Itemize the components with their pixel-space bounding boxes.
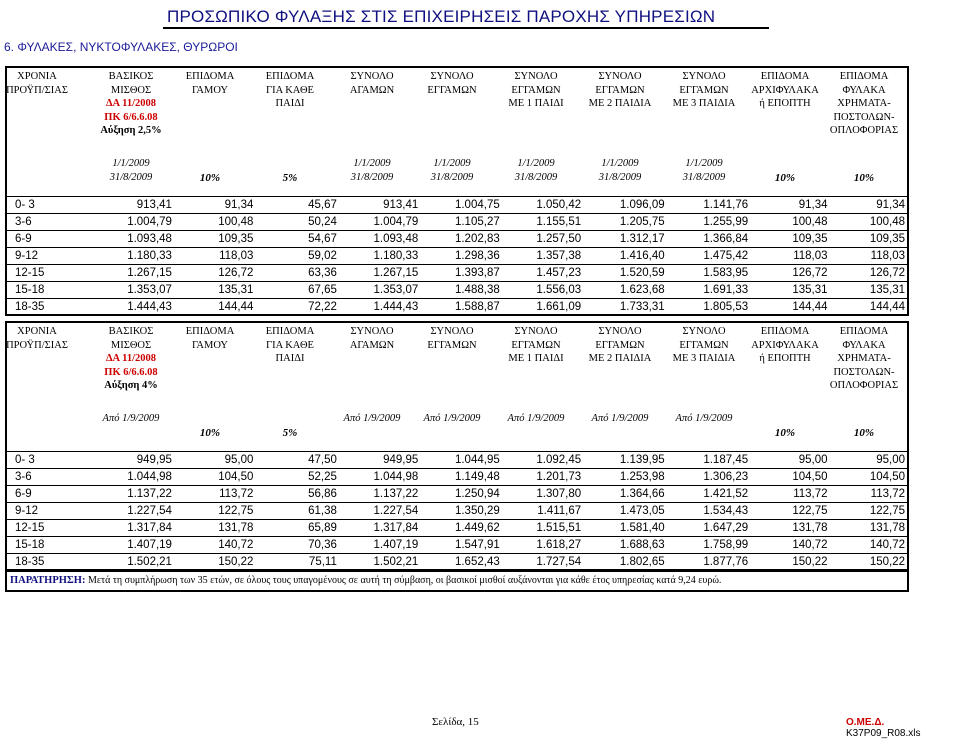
value-cell: 1.187,45 (667, 452, 750, 469)
date-from-2-children: 1/1/2009 (601, 158, 639, 169)
value-cell: 118,03 (174, 248, 255, 265)
value-cell: 104,50 (750, 469, 829, 486)
value-cell: 140,72 (174, 537, 255, 554)
value-cell: 65,89 (255, 520, 338, 537)
value-cell: 1.350,29 (420, 503, 501, 520)
doc-code-file: K37P09_R08.xls (846, 728, 921, 739)
value-cell: 109,35 (174, 231, 255, 248)
value-cell: 1.502,21 (66, 554, 174, 571)
age-range-cell: 9-12 (7, 503, 66, 520)
value-cell: 1.444,43 (66, 299, 174, 316)
value-cell: 1.044,95 (420, 452, 501, 469)
age-range-cell: 9-12 (7, 248, 66, 265)
value-cell: 1.312,17 (583, 231, 666, 248)
col-header-total-single: ΣΥΝΟΛΟ ΑΓΑΜΩΝ (349, 326, 395, 351)
value-cell: 1.149,48 (420, 469, 501, 486)
value-cell: 1.727,54 (502, 554, 583, 571)
value-cell: 135,31 (174, 282, 255, 299)
value-cell: 61,38 (255, 503, 338, 520)
value-cell: 1.647,29 (667, 520, 750, 537)
age-range-cell: 3-6 (7, 214, 66, 231)
value-cell: 1.267,15 (339, 265, 420, 282)
value-cell: 50,24 (255, 214, 338, 231)
col-header-total-2-children: ΣΥΝΟΛΟ ΕΓΓΑΜΩΝ ΜΕ 2 ΠΑΙΔΙΑ (588, 326, 652, 364)
col-header-total-1-child: ΣΥΝΟΛΟ ΕΓΓΑΜΩΝ ΜΕ 1 ΠΑΙΔΙ (508, 326, 564, 364)
value-cell: 1.661,09 (502, 299, 583, 316)
age-range-cell: 0- 3 (7, 452, 66, 469)
value-cell: 100,48 (174, 214, 255, 231)
value-cell: 126,72 (830, 265, 907, 282)
table-row (7, 214, 907, 231)
value-cell: 131,78 (750, 520, 829, 537)
value-cell: 95,00 (830, 452, 907, 469)
col-header-total-married: ΣΥΝΟΛΟ ΕΓΓΑΜΩΝ (427, 326, 477, 351)
value-cell: 1.877,76 (667, 554, 750, 571)
value-cell: 1.623,68 (583, 282, 666, 299)
value-cell: 150,22 (830, 554, 907, 571)
note-label: ΠΑΡΑΤΗΡΗΣΗ: (10, 575, 86, 586)
value-cell: 144,44 (830, 299, 907, 316)
col-header-supervisor-allowance: ΕΠΙΔΟΜΑ ΑΡΧΙΦΥΛΑΚΑ ή ΕΠΟΠΤΗ (751, 71, 819, 109)
value-cell: 1.255,99 (667, 214, 750, 231)
value-cell: 1.205,75 (583, 214, 666, 231)
table-row (7, 265, 907, 282)
date-from-1-child: Από 1/9/2009 (507, 413, 565, 424)
value-cell: 1.298,36 (420, 248, 501, 265)
col-header-year: ΧΡΟΝΙΑ ΠΡΟΫΠ/ΣΙΑΣ (6, 71, 68, 96)
value-cell: 1.652,43 (420, 554, 501, 571)
date-from-1-child: 1/1/2009 (517, 158, 555, 169)
table-row (7, 282, 907, 299)
value-cell: 1.317,84 (339, 520, 420, 537)
age-range-cell: 18-35 (7, 299, 66, 316)
value-cell: 1.547,91 (420, 537, 501, 554)
pct-child: 5% (282, 172, 298, 184)
value-cell: 104,50 (830, 469, 907, 486)
value-cell: 1.137,22 (66, 486, 174, 503)
value-cell: 75,11 (255, 554, 338, 571)
table-row (7, 197, 907, 214)
col-header-total-2-children: ΣΥΝΟΛΟ ΕΓΓΑΜΩΝ ΜΕ 2 ΠΑΙΔΙΑ (588, 71, 652, 109)
date-to-single: 31/8/2009 (350, 172, 394, 183)
col-header-marriage-allowance: ΕΠΙΔΟΜΑ ΓΑΜΟΥ (185, 326, 235, 351)
value-cell: 135,31 (830, 282, 907, 299)
value-cell: 72,22 (255, 299, 338, 316)
value-cell: 1.306,23 (667, 469, 750, 486)
age-range-cell: 6-9 (7, 486, 66, 503)
value-cell: 150,22 (174, 554, 255, 571)
value-cell: 150,22 (750, 554, 829, 571)
value-cell: 1.457,23 (502, 265, 583, 282)
table-row (7, 486, 907, 503)
value-cell: 100,48 (830, 214, 907, 231)
section-title: 6. ΦΥΛΑΚΕΣ, ΝΥΚΤΟΦΥΛΑΚΕΣ, ΘΥΡΩΡΟΙ (4, 40, 238, 54)
age-range-cell: 12-15 (7, 520, 66, 537)
value-cell: 1.250,94 (420, 486, 501, 503)
value-cell: 1.253,98 (583, 469, 666, 486)
value-cell: 109,35 (830, 231, 907, 248)
value-cell: 1.515,51 (502, 520, 583, 537)
pct-child: 5% (282, 427, 298, 439)
value-cell: 54,67 (255, 231, 338, 248)
salary-table-2 (5, 321, 909, 571)
table-row (7, 520, 907, 537)
value-cell: 135,31 (750, 282, 829, 299)
value-cell: 1.267,15 (66, 265, 174, 282)
data-table-1 (7, 196, 907, 315)
value-cell: 1.357,38 (502, 248, 583, 265)
value-cell: 1.733,31 (583, 299, 666, 316)
title-underline (163, 27, 769, 29)
value-cell: 140,72 (750, 537, 829, 554)
value-cell: 1.421,52 (667, 486, 750, 503)
value-cell: 1.093,48 (66, 231, 174, 248)
value-cell: 1.581,40 (583, 520, 666, 537)
value-cell: 131,78 (830, 520, 907, 537)
pct-guard: 10% (853, 427, 875, 439)
pct-marriage: 10% (199, 427, 221, 439)
value-cell: 1.180,33 (339, 248, 420, 265)
value-cell: 1.141,76 (667, 197, 750, 214)
value-cell: 1.092,45 (502, 452, 583, 469)
value-cell: 1.050,42 (502, 197, 583, 214)
table-row (7, 469, 907, 486)
value-cell: 113,72 (750, 486, 829, 503)
col-header-total-single: ΣΥΝΟΛΟ ΑΓΑΜΩΝ (349, 71, 395, 96)
value-cell: 1.139,95 (583, 452, 666, 469)
pct-supervisor: 10% (774, 427, 796, 439)
value-cell: 1.411,67 (502, 503, 583, 520)
date-from-3-children: Από 1/9/2009 (675, 413, 733, 424)
date-from-basic: 1/1/2009 (112, 158, 150, 169)
value-cell: 1.227,54 (339, 503, 420, 520)
pct-supervisor: 10% (774, 172, 796, 184)
col-header-total-married: ΣΥΝΟΛΟ ΕΓΓΑΜΩΝ (427, 71, 477, 96)
date-from-married: 1/1/2009 (433, 158, 471, 169)
value-cell: 1.093,48 (339, 231, 420, 248)
value-cell: 1.449,62 (420, 520, 501, 537)
table-row (7, 554, 907, 571)
value-cell: 1.805,53 (667, 299, 750, 316)
value-cell: 95,00 (174, 452, 255, 469)
age-range-cell: 18-35 (7, 554, 66, 571)
age-range-cell: 15-18 (7, 537, 66, 554)
date-from-2-children: Από 1/9/2009 (591, 413, 649, 424)
value-cell: 126,72 (750, 265, 829, 282)
date-from-single: Από 1/9/2009 (343, 413, 401, 424)
value-cell: 1.444,43 (339, 299, 420, 316)
value-cell: 131,78 (174, 520, 255, 537)
value-cell: 1.502,21 (339, 554, 420, 571)
value-cell: 1.475,42 (667, 248, 750, 265)
value-cell: 59,02 (255, 248, 338, 265)
value-cell: 91,34 (830, 197, 907, 214)
value-cell: 1.416,40 (583, 248, 666, 265)
value-cell: 144,44 (750, 299, 829, 316)
value-cell: 1.044,98 (66, 469, 174, 486)
value-cell: 1.257,50 (502, 231, 583, 248)
table-row (7, 452, 907, 469)
note-box (5, 570, 909, 592)
col-header-guard-allowance: ΕΠΙΔΟΜΑ ΦΥΛΑΚΑ ΧΡΗΜΑΤΑ- ΠΟΣΤΟΛΩΝ- ΟΠΛΟΦΟΡΙΑΣ (829, 326, 899, 391)
value-cell: 118,03 (750, 248, 829, 265)
col-header-total-3-children: ΣΥΝΟΛΟ ΕΓΓΑΜΩΝ ΜΕ 3 ΠΑΙΔΙΑ (672, 326, 736, 364)
pct-guard: 10% (853, 172, 875, 184)
value-cell: 1.096,09 (583, 197, 666, 214)
value-cell: 1.583,95 (667, 265, 750, 282)
value-cell: 949,95 (339, 452, 420, 469)
value-cell: 1.618,27 (502, 537, 583, 554)
value-cell: 1.353,07 (339, 282, 420, 299)
value-cell: 1.180,33 (66, 248, 174, 265)
value-cell: 1.520,59 (583, 265, 666, 282)
value-cell: 1.407,19 (339, 537, 420, 554)
table-row (7, 231, 907, 248)
col-header-total-1-child: ΣΥΝΟΛΟ ΕΓΓΑΜΩΝ ΜΕ 1 ΠΑΙΔΙ (508, 71, 564, 109)
value-cell: 949,95 (66, 452, 174, 469)
value-cell: 144,44 (174, 299, 255, 316)
date-from-single: 1/1/2009 (353, 158, 391, 169)
value-cell: 1.534,43 (667, 503, 750, 520)
value-cell: 1.155,51 (502, 214, 583, 231)
value-cell: 1.004,79 (339, 214, 420, 231)
doc-code-org: Ο.ΜΕ.Δ. (846, 717, 885, 728)
value-cell: 1.688,63 (583, 537, 666, 554)
value-cell: 63,36 (255, 265, 338, 282)
value-cell: 1.488,38 (420, 282, 501, 299)
age-range-cell: 3-6 (7, 469, 66, 486)
value-cell: 1.137,22 (339, 486, 420, 503)
col-header-year: ΧΡΟΝΙΑ ΠΡΟΫΠ/ΣΙΑΣ (6, 326, 68, 351)
value-cell: 1.691,33 (667, 282, 750, 299)
value-cell: 1.307,80 (502, 486, 583, 503)
value-cell: 1.105,27 (420, 214, 501, 231)
value-cell: 1.473,05 (583, 503, 666, 520)
value-cell: 1.202,83 (420, 231, 501, 248)
table-row (7, 248, 907, 265)
value-cell: 1.393,87 (420, 265, 501, 282)
value-cell: 113,72 (830, 486, 907, 503)
value-cell: 1.227,54 (66, 503, 174, 520)
value-cell: 70,36 (255, 537, 338, 554)
value-cell: 1.004,75 (420, 197, 501, 214)
value-cell: 95,00 (750, 452, 829, 469)
value-cell: 1.556,03 (502, 282, 583, 299)
value-cell: 45,67 (255, 197, 338, 214)
age-range-cell: 0- 3 (7, 197, 66, 214)
col-header-basic-salary: ΒΑΣΙΚΟΣ ΜΙΣΘΟΣ ΔΑ 11/2008 ΠΚ 6/6.6.08 Αύξηση 2,5% (100, 71, 162, 136)
value-cell: 1.364,66 (583, 486, 666, 503)
date-to-basic: 31/8/2009 (109, 172, 153, 183)
salary-table-1 (5, 66, 909, 316)
value-cell: 122,75 (830, 503, 907, 520)
value-cell: 91,34 (750, 197, 829, 214)
value-cell: 913,41 (66, 197, 174, 214)
date-from-3-children: 1/1/2009 (685, 158, 723, 169)
value-cell: 1.802,65 (583, 554, 666, 571)
value-cell: 913,41 (339, 197, 420, 214)
page-title: ΠΡΟΣΩΠΙΚΟ ΦΥΛΑΞΗΣ ΣΤΙΣ ΕΠΙΧΕΙΡΗΣΕΙΣ ΠΑΡΟΧΗΣ ΥΠΗΡΕΣΙΩΝ (167, 7, 716, 26)
col-header-supervisor-allowance: ΕΠΙΔΟΜΑ ΑΡΧΙΦΥΛΑΚΑ ή ΕΠΟΠΤΗ (751, 326, 819, 364)
value-cell: 1.044,98 (339, 469, 420, 486)
table-row (7, 503, 907, 520)
note-text: Μετά τη συμπλήρωση των 35 ετών, σε όλους τους υπαγομένους σε αυτή τη σύμβαση, οι βασικοί μισθοί αυξάνονται για κάθε έτος υπηρεσίας κατά 9,24 ευρώ. (85, 575, 722, 586)
pct-marriage: 10% (199, 172, 221, 184)
value-cell: 1.004,79 (66, 214, 174, 231)
value-cell: 1.758,99 (667, 537, 750, 554)
data-table-2 (7, 451, 907, 570)
value-cell: 126,72 (174, 265, 255, 282)
table-row (7, 299, 907, 316)
date-to-3-children: 31/8/2009 (682, 172, 726, 183)
value-cell: 140,72 (830, 537, 907, 554)
col-header-basic-salary: ΒΑΣΙΚΟΣ ΜΙΣΘΟΣ ΔΑ 11/2008 ΠΚ 6/6.6.08 Αύξηση 4% (104, 326, 158, 391)
value-cell: 1.317,84 (66, 520, 174, 537)
date-from-married: Από 1/9/2009 (423, 413, 481, 424)
value-cell: 122,75 (174, 503, 255, 520)
col-header-total-3-children: ΣΥΝΟΛΟ ΕΓΓΑΜΩΝ ΜΕ 3 ΠΑΙΔΙΑ (672, 71, 736, 109)
value-cell: 1.201,73 (502, 469, 583, 486)
value-cell: 118,03 (830, 248, 907, 265)
col-header-child-allowance: ΕΠΙΔΟΜΑ ΓΙΑ ΚΑΘΕ ΠΑΙΔΙ (265, 326, 315, 364)
value-cell: 91,34 (174, 197, 255, 214)
value-cell: 52,25 (255, 469, 338, 486)
doc-code (846, 717, 960, 739)
value-cell: 1.366,84 (667, 231, 750, 248)
date-to-2-children: 31/8/2009 (598, 172, 642, 183)
value-cell: 1.407,19 (66, 537, 174, 554)
value-cell: 109,35 (750, 231, 829, 248)
col-header-marriage-allowance: ΕΠΙΔΟΜΑ ΓΑΜΟΥ (185, 71, 235, 96)
page-number: Σελίδα, 15 (432, 716, 479, 728)
date-to-1-child: 31/8/2009 (514, 172, 558, 183)
age-range-cell: 15-18 (7, 282, 66, 299)
date-to-married: 31/8/2009 (430, 172, 474, 183)
value-cell: 1.588,87 (420, 299, 501, 316)
col-header-guard-allowance: ΕΠΙΔΟΜΑ ΦΥΛΑΚΑ ΧΡΗΜΑΤΑ- ΠΟΣΤΟΛΩΝ- ΟΠΛΟΦΟΡΙΑΣ (829, 71, 899, 136)
value-cell: 113,72 (174, 486, 255, 503)
value-cell: 67,65 (255, 282, 338, 299)
value-cell: 104,50 (174, 469, 255, 486)
value-cell: 47,50 (255, 452, 338, 469)
age-range-cell: 12-15 (7, 265, 66, 282)
age-range-cell: 6-9 (7, 231, 66, 248)
date-from-basic: Από 1/9/2009 (102, 413, 160, 424)
value-cell: 1.353,07 (66, 282, 174, 299)
value-cell: 122,75 (750, 503, 829, 520)
col-header-child-allowance: ΕΠΙΔΟΜΑ ΓΙΑ ΚΑΘΕ ΠΑΙΔΙ (265, 71, 315, 109)
table-row (7, 537, 907, 554)
value-cell: 56,86 (255, 486, 338, 503)
value-cell: 100,48 (750, 214, 829, 231)
